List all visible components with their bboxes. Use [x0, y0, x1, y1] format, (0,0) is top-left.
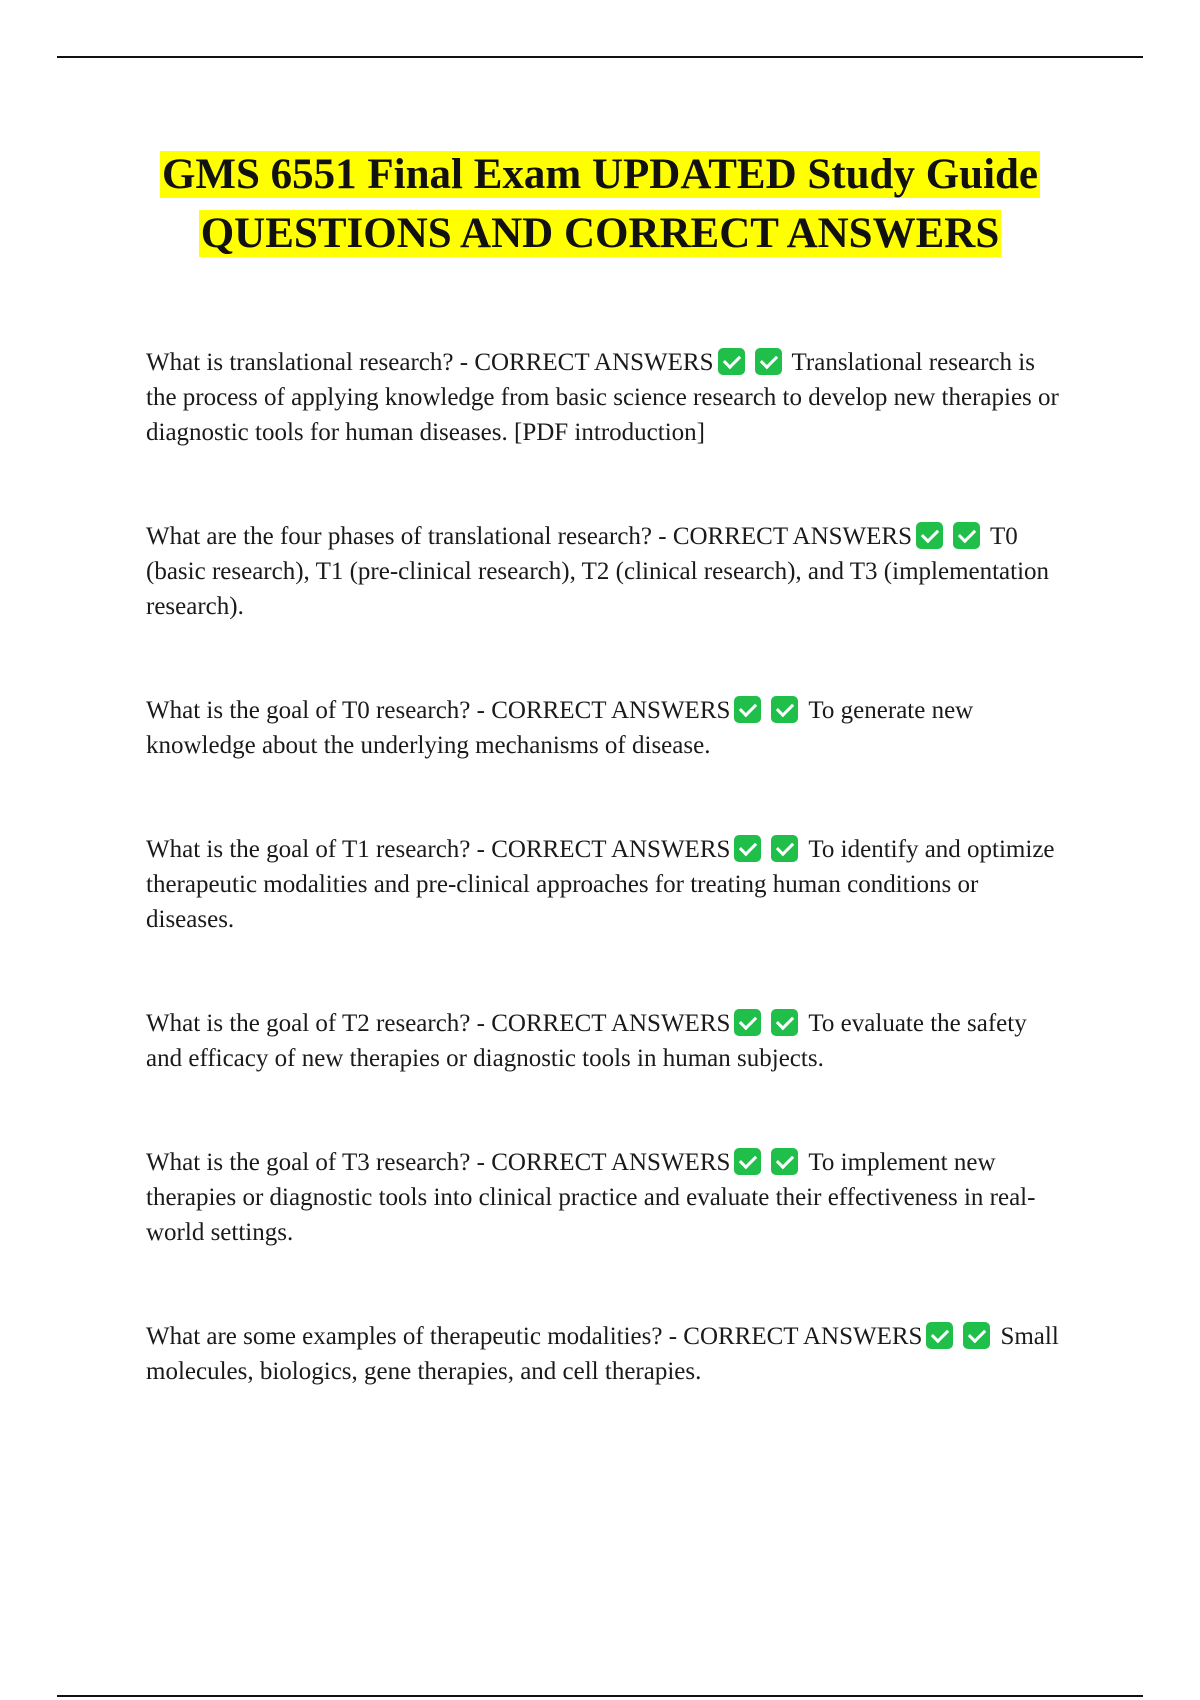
qa-item — [146, 832, 1066, 937]
question-text: What is the goal of T2 research? - CORRECT ANSWERS — [146, 1010, 731, 1037]
answer-marker — [926, 1323, 1000, 1350]
answer-marker — [734, 836, 808, 863]
title-block — [140, 145, 1060, 263]
check-mark-box-icon — [734, 1148, 761, 1175]
page-title: GMS 6551 Final Exam UPDATED Study Guide QUESTIONS AND CORRECT ANSWERS — [161, 151, 1039, 257]
check-mark-box-icon — [916, 522, 943, 549]
qa-list — [146, 345, 1066, 1389]
question-text: What is the goal of T0 research? - CORRECT ANSWERS — [146, 697, 731, 724]
check-mark-box-icon — [953, 522, 980, 549]
question-text: What are some examples of therapeutic modalities? - CORRECT ANSWERS — [146, 1323, 923, 1350]
check-mark-box-icon — [926, 1322, 953, 1349]
qa-item — [146, 1145, 1066, 1250]
question-text: What is translational research? - CORRECT ANSWERS — [146, 349, 714, 376]
qa-item — [146, 1006, 1066, 1076]
check-mark-box-icon — [734, 1009, 761, 1036]
top-rule — [57, 56, 1143, 58]
check-mark-box-icon — [771, 835, 798, 862]
answer-marker — [916, 523, 990, 550]
check-mark-box-icon — [771, 696, 798, 723]
question-text: What are the four phases of translational research? - CORRECT ANSWERS — [146, 523, 913, 550]
check-mark-box-icon — [734, 835, 761, 862]
qa-item — [146, 693, 1066, 763]
answer-marker — [734, 697, 808, 724]
question-text: What is the goal of T3 research? - CORRECT ANSWERS — [146, 1149, 731, 1176]
check-mark-box-icon — [771, 1009, 798, 1036]
answer-text: To identify and optimize therapeutic modalities and pre-clinical approaches for treating human conditions or diseases. — [146, 836, 1055, 933]
answer-text: T0 (basic research), T1 (pre-clinical research), T2 (clinical research), and T3 (implementation research). — [146, 523, 1050, 620]
answer-text: Small molecules, biologics, gene therapies, and cell therapies. — [146, 1323, 1059, 1385]
qa-item — [146, 519, 1066, 624]
answer-marker — [734, 1149, 808, 1176]
qa-item — [146, 345, 1066, 450]
answer-text: Translational research is the process of applying knowledge from basic science research to develop new therapies or diagnostic tools for human diseases. [PDF introduction] — [146, 349, 1059, 446]
check-mark-box-icon — [963, 1322, 990, 1349]
check-mark-box-icon — [771, 1148, 798, 1175]
answer-marker — [718, 349, 792, 376]
answer-marker — [734, 1010, 808, 1037]
question-text: What is the goal of T1 research? - CORRECT ANSWERS — [146, 836, 731, 863]
bottom-rule — [57, 1695, 1143, 1697]
answer-text: To generate new knowledge about the underlying mechanisms of disease. — [146, 697, 974, 759]
check-mark-box-icon — [718, 348, 745, 375]
answer-text: To implement new therapies or diagnostic tools into clinical practice and evaluate their effectiveness in real-world settings. — [146, 1149, 1036, 1246]
qa-item — [146, 1319, 1066, 1389]
check-mark-box-icon — [734, 696, 761, 723]
answer-text: To evaluate the safety and efficacy of new therapies or diagnostic tools in human subjects. — [146, 1010, 1027, 1072]
check-mark-box-icon — [755, 348, 782, 375]
